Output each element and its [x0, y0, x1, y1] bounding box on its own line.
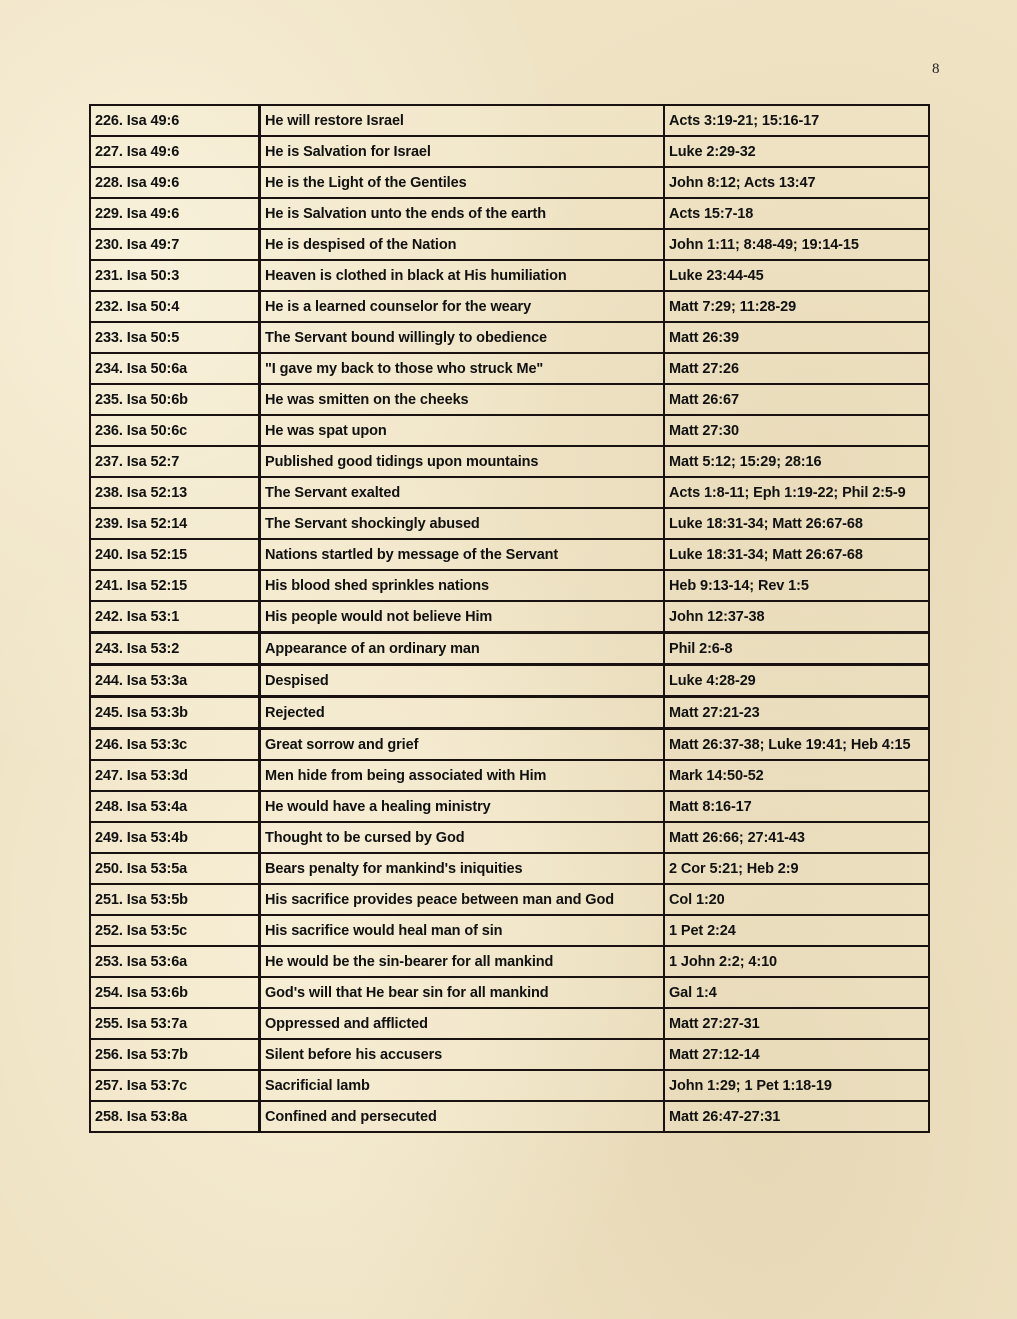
prophecy-cell: "I gave my back to those who struck Me"	[260, 353, 665, 384]
prophecy-cell: God's will that He bear sin for all mankind	[260, 977, 665, 1008]
fulfillment-cell: Matt 26:47-27:31	[664, 1101, 929, 1132]
prophecy-cell: Rejected	[260, 697, 665, 729]
fulfillment-cell: Matt 26:39	[664, 322, 929, 353]
prophecy-cell: Nations startled by message of the Servant	[260, 539, 665, 570]
table-row	[90, 446, 929, 477]
prophecy-table	[89, 104, 930, 1133]
fulfillment-cell: Acts 15:7-18	[664, 198, 929, 229]
reference-cell: 247. Isa 53:3d	[90, 760, 260, 791]
reference-cell: 248. Isa 53:4a	[90, 791, 260, 822]
reference-cell: 242. Isa 53:1	[90, 601, 260, 633]
fulfillment-cell: Matt 27:30	[664, 415, 929, 446]
fulfillment-cell: Luke 18:31-34; Matt 26:67-68	[664, 508, 929, 539]
table-row	[90, 539, 929, 570]
prophecy-cell: Published good tidings upon mountains	[260, 446, 665, 477]
fulfillment-cell: Luke 2:29-32	[664, 136, 929, 167]
table-row	[90, 633, 929, 665]
prophecy-cell: Men hide from being associated with Him	[260, 760, 665, 791]
fulfillment-cell: Luke 18:31-34; Matt 26:67-68	[664, 539, 929, 570]
fulfillment-cell: Matt 26:66; 27:41-43	[664, 822, 929, 853]
table-row	[90, 384, 929, 415]
prophecy-cell: Great sorrow and grief	[260, 729, 665, 761]
table-row	[90, 508, 929, 539]
fulfillment-cell: Acts 1:8-11; Eph 1:19-22; Phil 2:5-9	[664, 477, 929, 508]
prophecy-cell: His sacrifice would heal man of sin	[260, 915, 665, 946]
table-row	[90, 260, 929, 291]
table-row	[90, 853, 929, 884]
reference-cell: 227. Isa 49:6	[90, 136, 260, 167]
fulfillment-cell: Luke 4:28-29	[664, 665, 929, 697]
prophecy-cell: He was spat upon	[260, 415, 665, 446]
table-row	[90, 1070, 929, 1101]
prophecy-cell: He will restore Israel	[260, 105, 665, 136]
prophecy-cell: He is a learned counselor for the weary	[260, 291, 665, 322]
reference-cell: 229. Isa 49:6	[90, 198, 260, 229]
table-row	[90, 353, 929, 384]
prophecy-cell: The Servant exalted	[260, 477, 665, 508]
reference-cell: 240. Isa 52:15	[90, 539, 260, 570]
prophecy-cell: His sacrifice provides peace between man and God	[260, 884, 665, 915]
table-row	[90, 322, 929, 353]
fulfillment-cell: Heb 9:13-14; Rev 1:5	[664, 570, 929, 601]
reference-cell: 238. Isa 52:13	[90, 477, 260, 508]
fulfillment-cell: Matt 5:12; 15:29; 28:16	[664, 446, 929, 477]
reference-cell: 230. Isa 49:7	[90, 229, 260, 260]
prophecy-cell: Heaven is clothed in black at His humiliation	[260, 260, 665, 291]
reference-cell: 226. Isa 49:6	[90, 105, 260, 136]
fulfillment-cell: Col 1:20	[664, 884, 929, 915]
fulfillment-cell: Matt 26:67	[664, 384, 929, 415]
reference-cell: 244. Isa 53:3a	[90, 665, 260, 697]
prophecy-cell: His blood shed sprinkles nations	[260, 570, 665, 601]
prophecy-cell: He would be the sin-bearer for all mankind	[260, 946, 665, 977]
table-row	[90, 1039, 929, 1070]
reference-cell: 228. Isa 49:6	[90, 167, 260, 198]
table-row	[90, 167, 929, 198]
fulfillment-cell: Luke 23:44-45	[664, 260, 929, 291]
prophecy-cell: Oppressed and afflicted	[260, 1008, 665, 1039]
reference-cell: 232. Isa 50:4	[90, 291, 260, 322]
fulfillment-cell: 1 Pet 2:24	[664, 915, 929, 946]
fulfillment-cell: Matt 8:16-17	[664, 791, 929, 822]
table-row	[90, 601, 929, 633]
fulfillment-cell: John 1:29; 1 Pet 1:18-19	[664, 1070, 929, 1101]
reference-cell: 235. Isa 50:6b	[90, 384, 260, 415]
fulfillment-cell: 1 John 2:2; 4:10	[664, 946, 929, 977]
reference-cell: 251. Isa 53:5b	[90, 884, 260, 915]
prophecy-cell: He was smitten on the cheeks	[260, 384, 665, 415]
table-row	[90, 136, 929, 167]
reference-cell: 257. Isa 53:7c	[90, 1070, 260, 1101]
reference-cell: 237. Isa 52:7	[90, 446, 260, 477]
page-number: 8	[932, 61, 940, 77]
fulfillment-cell: Matt 27:26	[664, 353, 929, 384]
prophecy-cell: The Servant shockingly abused	[260, 508, 665, 539]
table-row	[90, 1008, 929, 1039]
prophecy-cell: He is Salvation for Israel	[260, 136, 665, 167]
table-row	[90, 198, 929, 229]
prophecy-cell: Despised	[260, 665, 665, 697]
table-row	[90, 229, 929, 260]
prophecy-cell: Thought to be cursed by God	[260, 822, 665, 853]
prophecy-cell: Silent before his accusers	[260, 1039, 665, 1070]
prophecy-cell: His people would not believe Him	[260, 601, 665, 633]
reference-cell: 246. Isa 53:3c	[90, 729, 260, 761]
table-row	[90, 946, 929, 977]
reference-cell: 258. Isa 53:8a	[90, 1101, 260, 1132]
fulfillment-cell: John 12:37-38	[664, 601, 929, 633]
fulfillment-cell: John 1:11; 8:48-49; 19:14-15	[664, 229, 929, 260]
reference-cell: 243. Isa 53:2	[90, 633, 260, 665]
fulfillment-cell: John 8:12; Acts 13:47	[664, 167, 929, 198]
table-row	[90, 822, 929, 853]
prophecy-cell: He is the Light of the Gentiles	[260, 167, 665, 198]
prophecy-cell: Bears penalty for mankind's iniquities	[260, 853, 665, 884]
table-row	[90, 697, 929, 729]
table-row	[90, 665, 929, 697]
prophecy-cell: Appearance of an ordinary man	[260, 633, 665, 665]
fulfillment-cell: Matt 27:27-31	[664, 1008, 929, 1039]
fulfillment-cell: Matt 27:12-14	[664, 1039, 929, 1070]
prophecy-cell: He would have a healing ministry	[260, 791, 665, 822]
prophecy-cell: Confined and persecuted	[260, 1101, 665, 1132]
reference-cell: 255. Isa 53:7a	[90, 1008, 260, 1039]
reference-cell: 249. Isa 53:4b	[90, 822, 260, 853]
table-body	[90, 105, 929, 1132]
fulfillment-cell: Matt 7:29; 11:28-29	[664, 291, 929, 322]
table-row	[90, 415, 929, 446]
table-row	[90, 477, 929, 508]
fulfillment-cell: Matt 26:37-38; Luke 19:41; Heb 4:15	[664, 729, 929, 761]
reference-cell: 236. Isa 50:6c	[90, 415, 260, 446]
reference-cell: 250. Isa 53:5a	[90, 853, 260, 884]
reference-cell: 234. Isa 50:6a	[90, 353, 260, 384]
table-row	[90, 791, 929, 822]
table-row	[90, 915, 929, 946]
reference-cell: 245. Isa 53:3b	[90, 697, 260, 729]
fulfillment-cell: Acts 3:19-21; 15:16-17	[664, 105, 929, 136]
reference-cell: 239. Isa 52:14	[90, 508, 260, 539]
table-row	[90, 884, 929, 915]
reference-cell: 256. Isa 53:7b	[90, 1039, 260, 1070]
prophecy-cell: Sacrificial lamb	[260, 1070, 665, 1101]
table-row	[90, 291, 929, 322]
fulfillment-cell: Phil 2:6-8	[664, 633, 929, 665]
table-row	[90, 1101, 929, 1132]
prophecy-cell: The Servant bound willingly to obedience	[260, 322, 665, 353]
table-row	[90, 570, 929, 601]
table-row	[90, 760, 929, 791]
table-row	[90, 977, 929, 1008]
table-row	[90, 729, 929, 761]
reference-cell: 253. Isa 53:6a	[90, 946, 260, 977]
reference-cell: 231. Isa 50:3	[90, 260, 260, 291]
reference-cell: 233. Isa 50:5	[90, 322, 260, 353]
fulfillment-cell: Matt 27:21-23	[664, 697, 929, 729]
reference-cell: 254. Isa 53:6b	[90, 977, 260, 1008]
table-row	[90, 105, 929, 136]
reference-cell: 241. Isa 52:15	[90, 570, 260, 601]
fulfillment-cell: Gal 1:4	[664, 977, 929, 1008]
fulfillment-cell: Mark 14:50-52	[664, 760, 929, 791]
reference-cell: 252. Isa 53:5c	[90, 915, 260, 946]
fulfillment-cell: 2 Cor 5:21; Heb 2:9	[664, 853, 929, 884]
prophecy-cell: He is Salvation unto the ends of the earth	[260, 198, 665, 229]
prophecy-cell: He is despised of the Nation	[260, 229, 665, 260]
